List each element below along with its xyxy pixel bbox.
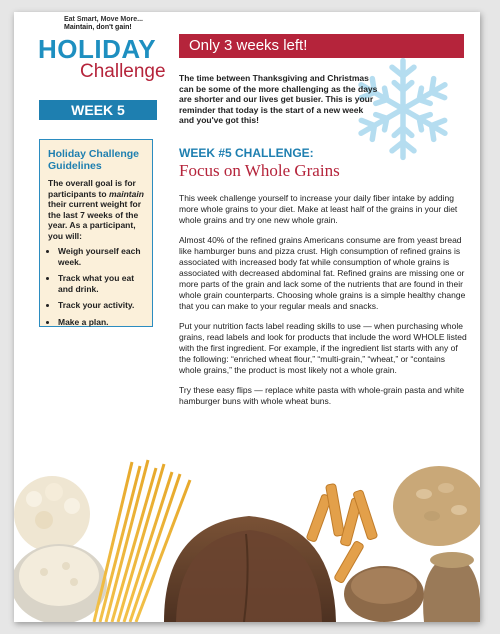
guidelines-intro-emphasis: maintain <box>108 188 144 199</box>
body-paragraph: This week challenge yourself to increase your daily fiber intake by adding more whole grains to your diet. Make at least half of the grains in your diet whole grains and try one new whole grain. <box>179 193 458 225</box>
tagline-line-1: Eat Smart, Move More... <box>64 16 143 23</box>
guidelines-intro-pre: The overall goal is for participants to <box>48 178 136 199</box>
guideline-item: • Track what you eat and drink. <box>58 273 148 294</box>
article-body <box>179 193 469 416</box>
logo-holiday-word: HOLIDAY <box>38 34 157 64</box>
grain-bowl <box>344 566 424 622</box>
guideline-item: • Weigh yourself each week. <box>58 246 148 267</box>
body-paragraph: Try these easy flips — replace white pasta with whole-grain pasta and white hamburger buns with whole wheat buns. <box>179 385 465 406</box>
week-label: WEEK 5 <box>39 100 157 120</box>
whole-grains-photo <box>14 454 480 622</box>
weeks-left-banner: Only 3 weeks left! <box>179 34 464 58</box>
guidelines-box <box>39 139 153 327</box>
logo-tagline <box>64 16 143 32</box>
body-paragraph: Put your nutrition facts label reading skills to use — when purchasing whole grains, read labels and look for products that include the word WHOLE listed with the first ingredient. For example, if the ingredient list starts with any of the following: “enriched wheat flour,” “multi-grain,” “wheat,” or “contains whole grains,” the product is most likely not a whole grain. <box>179 321 467 375</box>
flyer-page <box>14 12 480 622</box>
guidelines-list <box>48 246 148 327</box>
intro-text: The time between Thanksgiving and Christmas can be some of the more challenging as the days are shorter and our lives get busier. This is your reminder that today is the start of a new week and you've got this! <box>179 73 378 125</box>
guidelines-intro <box>48 178 148 241</box>
challenge-headline: Focus on Whole Grains <box>179 161 340 180</box>
guideline-item: • Make a plan. <box>58 317 148 328</box>
guideline-item: • Track your activity. <box>58 300 148 311</box>
body-paragraph: Almost 40% of the refined grains Americans consume are from yeast bread like hamburger buns and pizza crust. High consumption of refined grains is associated with increased body fat while consumption of whole grains is associated with decreased abdominal fat. Refined grains are missing one or more parts of the grain and lack some of the nutrients that are found in their whole grain counterparts. Choosing whole grains is a simple healthy change that you can make to your regular meals and snacks. <box>179 235 466 311</box>
grain-sack <box>423 552 480 622</box>
guidelines-intro-post: their current weight for the last 7 weeks of the year. As a participant, you will: <box>48 199 142 241</box>
challenge-kicker: WEEK #5 CHALLENGE: <box>179 146 314 160</box>
guidelines-title: Holiday Challenge Guidelines <box>48 148 140 172</box>
logo-challenge-word: Challenge <box>80 61 166 82</box>
tagline-line-2: Maintain, don't gain! <box>64 24 132 31</box>
grain-pile-left <box>14 476 90 552</box>
